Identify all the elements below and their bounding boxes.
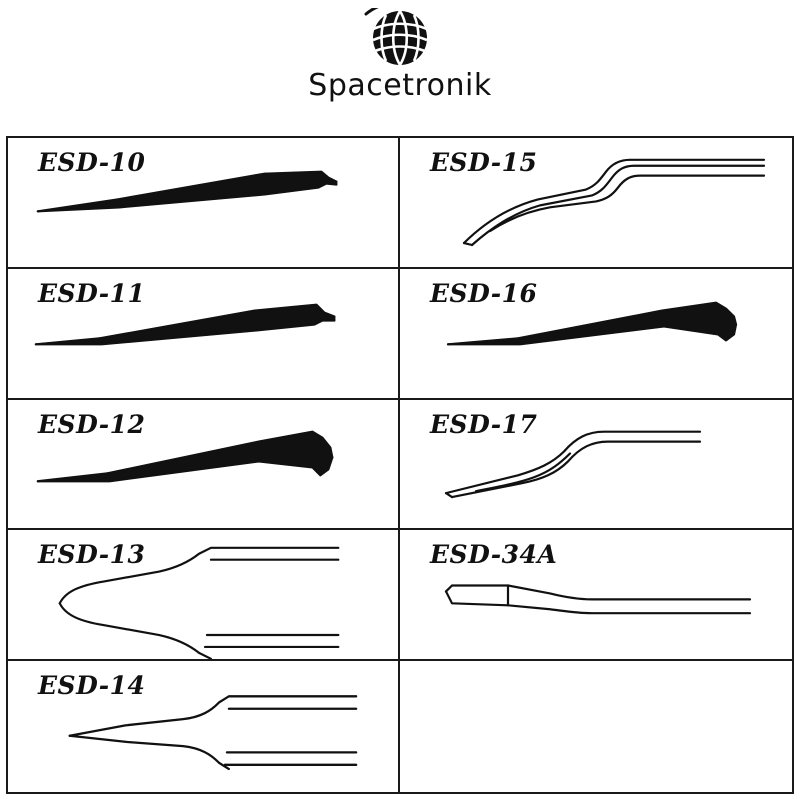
product-cell-esd-13[interactable] (8, 530, 400, 661)
product-grid (6, 136, 794, 794)
product-cell-esd-14[interactable] (8, 661, 400, 792)
product-cell-esd-34a[interactable] (400, 530, 792, 661)
product-label: ESD-14 (38, 671, 146, 701)
product-label: ESD-12 (38, 409, 146, 439)
product-label: ESD-15 (430, 148, 538, 177)
product-cell-esd-15[interactable] (400, 138, 792, 269)
globe-grid-icon (360, 8, 440, 70)
product-cell-esd-10[interactable] (8, 138, 400, 269)
brand-header (0, 8, 800, 103)
brand-name: Spacetronik (308, 68, 492, 103)
product-label: ESD-10 (38, 148, 146, 177)
product-label: ESD-11 (38, 278, 146, 308)
product-cell-esd-16[interactable] (400, 269, 792, 400)
product-label: ESD-13 (38, 540, 146, 570)
product-cell-esd-11[interactable] (8, 269, 400, 400)
product-cell-esd-12[interactable] (8, 400, 400, 531)
product-cell-empty (400, 661, 792, 792)
product-label: ESD-17 (430, 409, 538, 439)
product-label: ESD-34A (430, 540, 558, 570)
product-cell-esd-17[interactable] (400, 400, 792, 531)
product-label: ESD-16 (430, 278, 538, 308)
